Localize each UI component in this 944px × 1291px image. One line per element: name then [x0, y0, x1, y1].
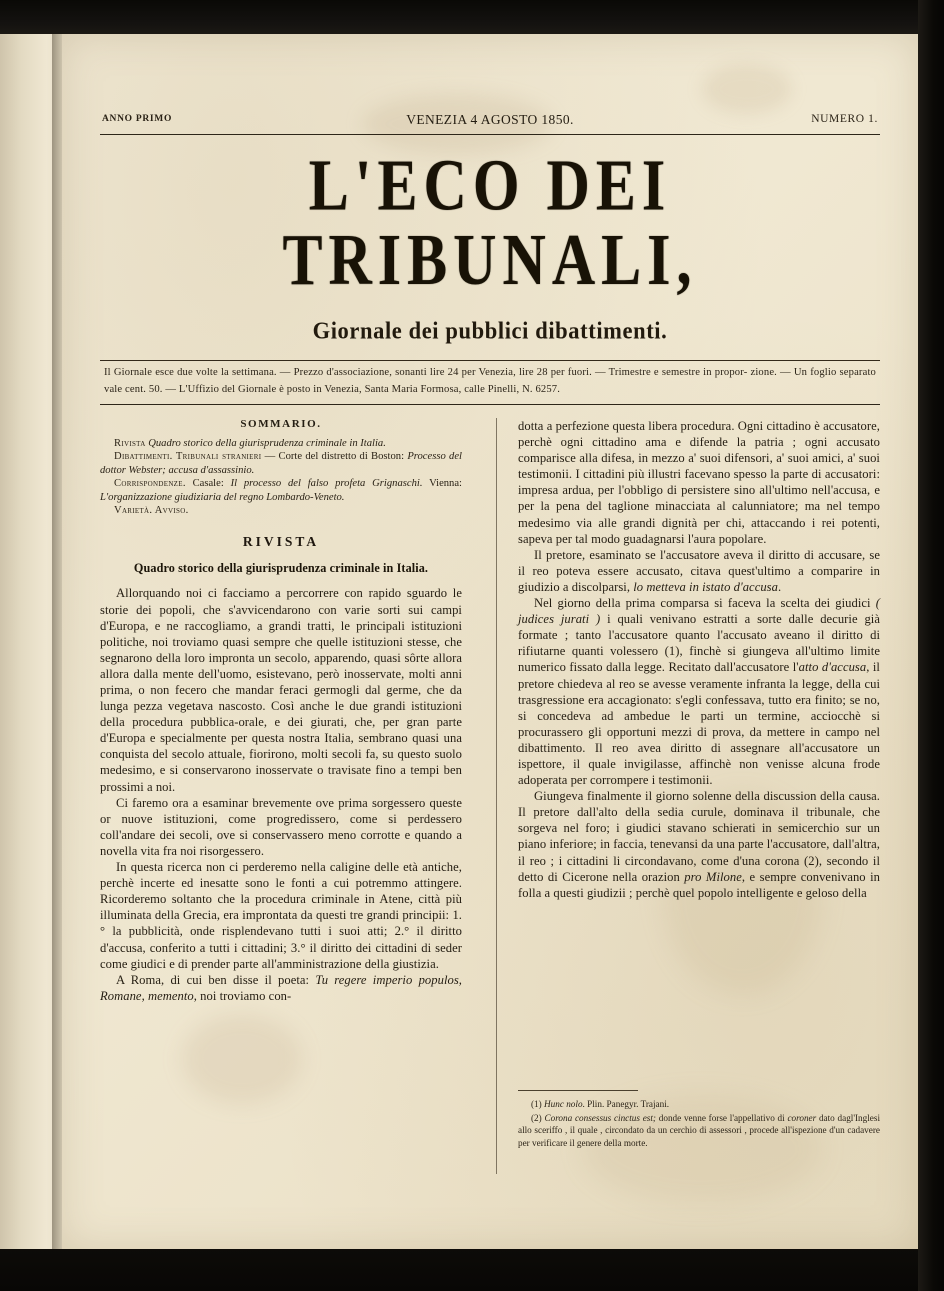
- fn1-rest: . Plin. Panegyr. Trajani.: [582, 1099, 670, 1109]
- paper-stain: [702, 64, 792, 114]
- roma-pre: A Roma, di cui ben disse il poeta:: [116, 972, 316, 987]
- running-head: [102, 112, 878, 130]
- section-heading-rivista: RIVISTA: [242, 534, 320, 550]
- issue-date: VENEZIA 4 AGOSTO 1850.: [406, 112, 574, 127]
- paragraph: [518, 788, 880, 901]
- newspaper-page: [62, 34, 918, 1249]
- p3-pre: Nel giorno della prima comparsa si faceva la scelta dei giudici: [534, 596, 876, 611]
- paragraph: [518, 595, 880, 788]
- book-binding-right: [918, 0, 944, 1291]
- subscription-notice: [104, 365, 876, 398]
- book-binding-bottom: [0, 1249, 944, 1291]
- footnote-rule: [518, 1090, 638, 1091]
- p4-pre: Giungeva finalmente il giorno solenne della discussion della causa. Il pretore dall'alto della sedia curule, dominava il tribunale, che sorgeva nel foro; i giudici stavano schierati in semicerchio sur un piano inferiore; in faccia, tenevansi da una parte l'accusatore, dall'altra, il reo ; i cittadini li circondavano, come d'una corona (2), secondo il detto di Cicerone nella orazion: [518, 789, 880, 884]
- fn1-italic: Hunc nolo: [544, 1099, 583, 1109]
- p3-mid: i quali venivano estratti a sorte dalle decurie già formate ; tanto l'accusatore quanto l'accusato aveano il diritto di rifiutarne quanti volessero (1), finchè si giungeva all'ultimo limite numerico fissato dalla legge. Recitato dall'accusatore l': [518, 612, 880, 675]
- book-binding-top: [0, 0, 944, 34]
- right-column: [518, 418, 880, 901]
- paragraph: [518, 547, 880, 595]
- p2-pre: Il pretore, esaminato se l'accusatore aveva il diritto di accusare, se il reo poteva essere accusato, citava quest'ultimo a comparire in giudizio a discolparsi,: [518, 547, 880, 594]
- p3-italic-judices: ( judices jurati ): [518, 596, 880, 627]
- paragraph-roma: [100, 972, 462, 1004]
- rule-bottom: [100, 404, 880, 405]
- roma-quote: Tu regere imperio populos, Romane, memento: [100, 972, 463, 1003]
- sommario-entry: Corrispondenze. Casale: Il processo del falso profeta Grignaschi. Vienna: L'organizzazione giudiziaria del regno Lombardo-Veneto.: [100, 478, 463, 503]
- sommario-entry: Dibattimenti. Tribunali stranieri — Corte del distretto di Boston: Processo del dottor Webster; accusa d'assassinio.: [100, 451, 462, 476]
- paragraph: In questa ricerca non ci perderemo nella caligine delle età antiche, perchè incerte ed inesatte sono le fonti a cui potremmo attingere. Ricorderemo soltanto che la procedura criminale in Atene, città più illuminata della Grecia, era improntata da questi tre grandi principii: 1.° la pubblicità, onde risplendevano tutti i suoi atti; 2.° il diritto d'accusa, conferito a tutti i cittadini; 3.° il diritto dei cittadini di seder come giudici e di prender parte all'amministrazione della giustizia.: [100, 860, 462, 971]
- sommario-entry: Rivista Quadro storico della giurisprudenza criminale in Italia.: [114, 438, 386, 449]
- rule-top: [100, 134, 880, 135]
- article-columns: [100, 418, 880, 1218]
- sommario-entry: Varietà. Avviso.: [114, 505, 189, 517]
- article-heading: Quadro storico della giurisprudenza criminale in Italia.: [133, 561, 429, 576]
- fn2-rest: dato dagl'Inglesi allo sceriffo , il quale , circondato da un cerchio di assessori , procede all'ispezione d'un cadavere per verificare il genere della morte.: [518, 1113, 881, 1148]
- left-column: [100, 418, 462, 1004]
- newspaper-subtitle: Giornale dei pubblici dibattimenti.: [312, 317, 668, 345]
- p4-post: , e sempre convenivano in folla a questi giudizii ; perchè quel popolo intelligente e geloso della: [518, 869, 880, 900]
- issue-number: NUMERO 1.: [811, 113, 878, 125]
- fn2-marker: (2): [531, 1113, 545, 1124]
- fn2-italic-coroner: coroner: [787, 1113, 817, 1124]
- notice-line-1: Il Giornale esce due volte la settimana. — Prezzo d'associazione, sonanti lire 24 per Venezia, lire 28 per fuori. — Trimestre e semestre in propor-: [104, 367, 748, 378]
- p2-post: .: [777, 579, 782, 594]
- p2-italic: lo metteva in istato d'accusa: [633, 579, 778, 594]
- newspaper-title: L'ECO DEI TRIBUNALI,: [282, 144, 698, 301]
- fn2-italic: Corona consessus cinctus est;: [544, 1113, 656, 1124]
- p3-italic-atto: atto d'accusa: [798, 660, 867, 675]
- fn1-marker: (1): [531, 1099, 545, 1109]
- paragraph: dotta a perfezione questa libera procedura. Ogni cittadino è accusatore, perchè ogni cittadino ama e difende la patria ; ogni accusato comparisce alla difesa, in mezzo a' suoi difensori, a' suoi amici, a' suoi testimonii. I cittadini più illustri facevano spesso la parte di accusatori: impresa ardua, per l'obbligo di persistere sino all'ultimo nell'accusa, e per la pena del taglione minacciata al calunniatore; ma nel tempo medesimo via alle grandi dignità per chi, attaccando i rei potenti, sapeva per tal modo guadagnarsi l'aura popolare.: [518, 419, 880, 546]
- footnote-1: [518, 1098, 880, 1110]
- column-divider: [496, 418, 497, 1174]
- rule-middle: [100, 360, 880, 361]
- p4-italic-promilone: pro Milone: [684, 869, 742, 884]
- notice-line-2: zione. — Un foglio separato vale cent. 50. — L'Uffizio del Giornale è posto in Venezia, Santa Maria Formosa, calle Pinelli, N. 6257.: [104, 367, 876, 395]
- paragraph: Allorquando noi ci facciamo a percorrere con rapido sguardo le storie dei popoli, che s'avvicendarono con varie sorti sui campi d'Europa, e ne raccogliamo, a grandi tratti, le principali istituzioni politiche, noi troviamo quasi sempre che quelle istituzioni stesse, che segnarono della loro impronta un secolo, apparendo, quasi sôrte allora allora dalla mente dell'uomo, esistevano, però inosservate, molti anni prima, o non fecero che mandar feraci germogli dal germe, che da lunga pezza vegetava nascosto. Così anche le due grandi istituzioni della procedura pubblica-orale, e dei giurati, che, per gran parte d'Europa e specialmente per questa nostra Italia, sembrano quasi una conquista del secolo attuale, fiorirono, molti secoli fa, su questo suolo medesimo, e si conservarono inosservate o travisate fino a tempi ben prossimi a noi.: [100, 586, 462, 794]
- sommario-heading: SOMMARIO.: [240, 418, 322, 430]
- masthead: [102, 144, 878, 345]
- roma-post: , noi troviamo con-: [193, 988, 292, 1003]
- footnote-2: [518, 1112, 880, 1149]
- footnotes: [518, 1098, 880, 1149]
- fn2-rest-pre: donde venne forse l'appellativo di: [656, 1113, 788, 1124]
- p3-post: , il pretore chiedeva al reo se avesse veramente infranta la legge, della cui trasgressione era accagionato: s'egli confessava, tutto era finito; se no, si concedeva ad ambedue le parti un termine, acciocchè si procurassero gli opportuni mezzi di prova, da mettere in campo nel dibattimento. Il reo avea diritto di assegnare all'accusatore un ispettore, il quale invigilasse, affinchè non venisse alcuna frode adoperata per corrompere i testimonii.: [518, 660, 880, 788]
- paragraph: Ci faremo ora a esaminar brevemente ove prima sorgessero queste or nuove istituzioni, come progredissero, come si perdessero coll'andare dei secoli, ove si conservassero meno corrotte e quando a novella vita fra noi risorgessero.: [100, 795, 462, 858]
- volume-label: ANNO PRIMO: [102, 114, 173, 124]
